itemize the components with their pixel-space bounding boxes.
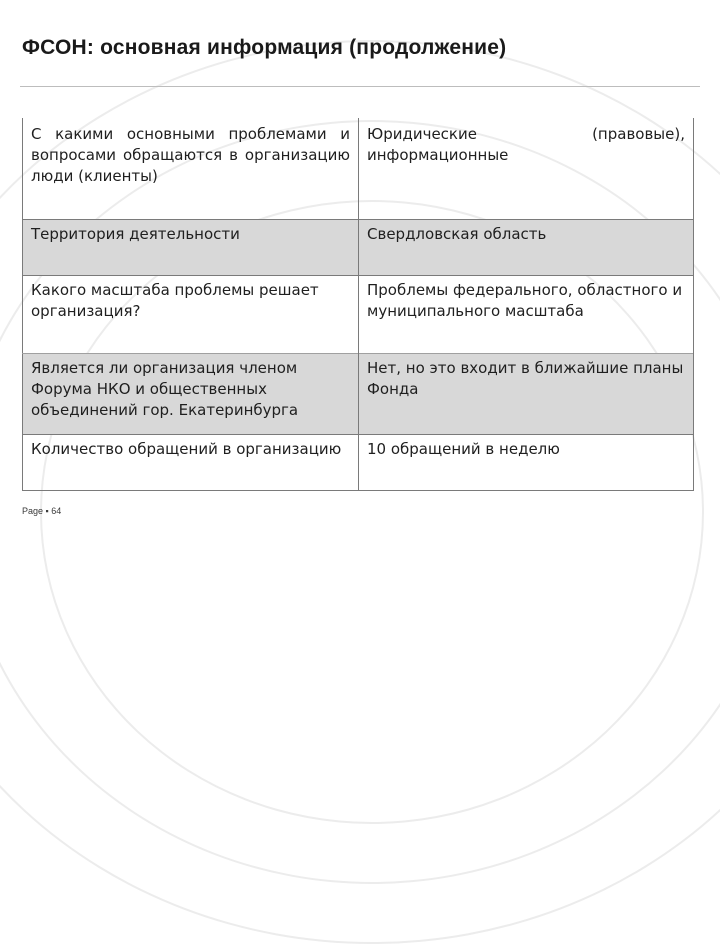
title-divider bbox=[20, 86, 700, 87]
question-cell: С какими основными проблемами и вопросами обращаются в организацию люди (клиенты) bbox=[31, 125, 350, 185]
question-cell: Количество обращений в организацию bbox=[31, 439, 342, 458]
answer-cell: Свердловская область bbox=[359, 219, 694, 275]
page-number: Page ▪ 64 bbox=[22, 506, 62, 516]
question-cell: Территория деятельности bbox=[23, 219, 359, 275]
answer-cell: Нет, но это входит в ближайшие планы Фонда bbox=[359, 353, 694, 434]
table-row bbox=[23, 118, 694, 219]
table-row bbox=[23, 275, 694, 353]
answer-cell: Юридические (правовые), информационные bbox=[359, 118, 694, 219]
question-cell: Является ли организация членом Форума НКО и общественных объединений гор. Екатеринбурга bbox=[23, 353, 359, 434]
page-title: ФСОН: основная информация (продолжение) bbox=[22, 36, 507, 59]
info-table bbox=[22, 118, 694, 491]
question-cell: Какого масштаба проблемы решает организация? bbox=[31, 280, 319, 320]
answer-cell: 10 обращений в неделю bbox=[359, 434, 694, 490]
answer-cell: Проблемы федерального, областного и муниципального масштаба bbox=[359, 275, 694, 353]
table-row bbox=[23, 219, 694, 275]
table-row bbox=[23, 353, 694, 434]
table-row bbox=[23, 434, 694, 490]
